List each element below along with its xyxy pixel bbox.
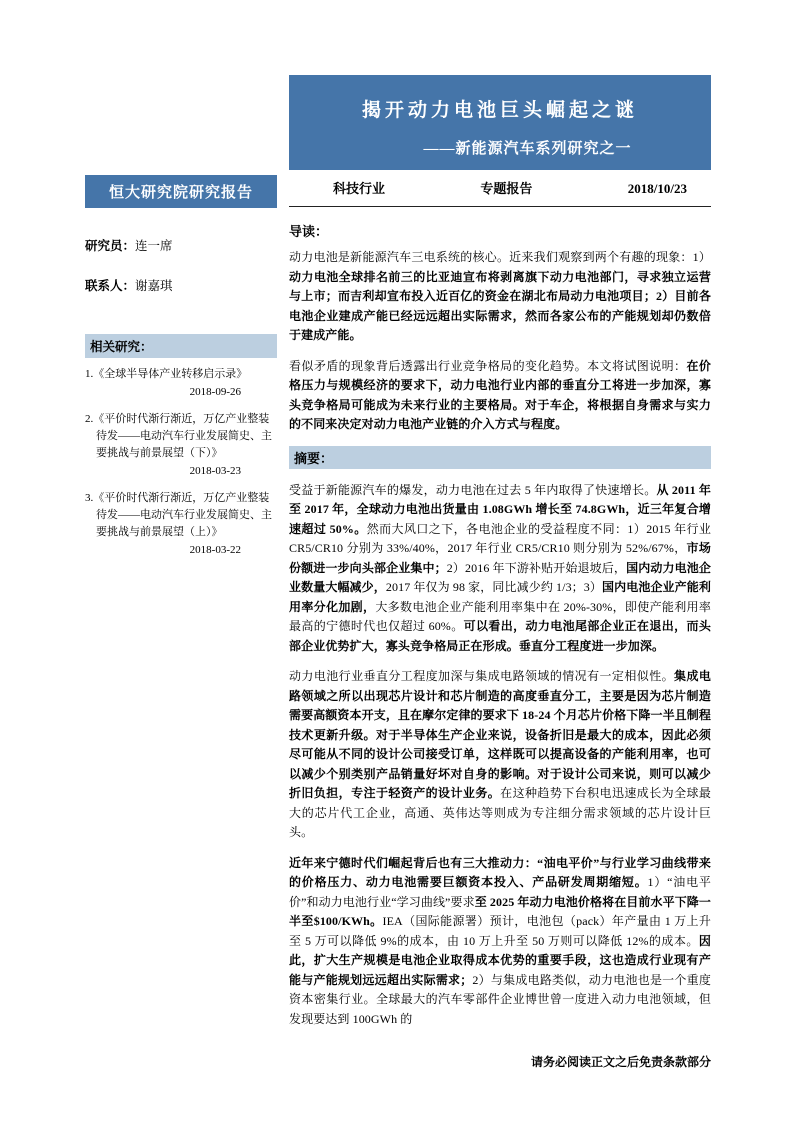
report-type-label: 专题报告 (480, 181, 533, 196)
researcher-label: 研究员： (85, 239, 136, 253)
summary-heading: 摘要： (289, 446, 711, 469)
related-research-item (85, 490, 277, 556)
related-research-heading: 相关研究： (85, 334, 277, 358)
related-research-title: 1.《全球半导体产业转移启示录》 (85, 368, 248, 380)
contact-label: 联系人： (85, 279, 136, 293)
paragraph: 动力电池行业垂直分工程度加深与集成电路领域的情况有一定相似性。集成电路领域之所以出现芯片设计和芯片制造的高度垂直分工，主要是因为芯片制造需要高额资本开支，且在摩尔定律的要求下 18-24 个月芯片价格下降一半且制程技术更新升级。对于半导体生产企业来说，设备折旧是最大的成本，因此必须尽可能从不同的设计公司接受订单，这样既可以提高设备的产能利用率，也可以减少个别类别产品销量好坏对自身的影响。对于设计公司来说，则可以减少折旧负担，专注于轻资产的设计业务。在这种趋势下台积电迅速成长为全球最大的芯片代工企业，高通、英伟达等则成为专注细分需求领域的芯片设计巨头。 (289, 669, 712, 839)
paragraph: 受益于新能源汽车的爆发，动力电池在过去 5 年内取得了快速增长。从 2011 年至 2017 年，全球动力电池出货量由 1.08GWh 增长至 74.8GWh，近三年复合增速超过 50%。然而大风口之下，各电池企业的受益程度不同：1）2015 年行业 CR5/CR10 分别为 33%/40%，2017 年行业 CR5/CR10 则分别为 52%/67%，市场份额进一步向头部企业集中；2）2016 年下游补贴开始退坡后，国内动力电池企业数量大幅减少，2017 年仅为 98 家，同比减少约 1/3；3）国内电池企业产能利用率分化加剧，大多数电池企业产能利用率集中在 20%-30%，即使产能利用率最高的宁德时代也仅超过 60%。可以看出，动力电池尾部企业正在退出，而头部企业优势扩大，寡头竞争格局正在形成。垂直分工程度进一步加深。 (289, 482, 712, 653)
disclaimer-footer: 请务必阅读正文之后免责条款部分 (530, 1055, 711, 1069)
paragraph: 近年来宁德时代们崛起背后也有三大推动力：“油电平价”与行业学习曲线带来的价格压力、动力电池需要巨额资本投入、产品研发周期缩短。1）“油电平价”和动力电池行业“学习曲线”要求至 2025 年动力电池价格将在目前水平下降一半至$100/KWh。IEA（国际能源署）预计，电池包（pack）年产量由 1 万上升至 5 万可以降低 9%的成本，由 10 万上升至 50 万则可以降低 12%的成本。因此，扩大生产规模是电池企业取得成本优势的重要手段，这也造成行业现有产能与产能规划远远超出实际需求；2）与集成电路类似，动力电池也是一个重度资本密集行业。全球最大的汽车零部件企业博世曾一度进入动力电池领域，但发现要达到 100GWh 的 (289, 855, 711, 1026)
report-title-block (289, 75, 711, 170)
intro-heading: 导读： (289, 224, 329, 239)
report-title: 揭开动力电池巨头崛起之谜 (361, 100, 638, 121)
intro-paragraphs (289, 248, 711, 435)
researcher-name: 连一席 (135, 239, 173, 253)
main-column (289, 175, 711, 1040)
related-research-date: 2018-03-23 (189, 465, 241, 478)
institute-banner: 恒大研究院研究报告 (85, 175, 277, 208)
related-research-date: 2018-09-26 (189, 386, 241, 399)
researcher-line (85, 236, 277, 254)
related-research-item (85, 411, 277, 477)
paragraph: 看似矛盾的现象背后透露出行业竞争格局的变化趋势。本文将试图说明：在价格压力与规模经济的要求下，动力电池行业内部的垂直分工将进一步加深，寡头竞争格局可能成为未来行业的主要格局。对于车企，将根据自身需求与实力的不同来决定对动力电池产业链的介入方式与程度。 (289, 358, 712, 431)
related-research-date: 2018-03-22 (189, 544, 241, 557)
industry-label: 科技行业 (333, 181, 386, 196)
paragraph: 动力电池是新能源汽车三电系统的核心。近来我们观察到两个有趣的现象：1）动力电池全球排名前三的比亚迪宣布将剥离旗下动力电池部门，寻求独立运营与上市；而吉利却宣布投入近百亿的资金在湖北布局动力电池项目；2）目前各电池企业建成产能已经远远超出实际需求，然而各家公布的产能规划却仍数倍于建成产能。 (289, 250, 711, 342)
report-meta-row (289, 175, 711, 207)
related-research-title: 2.《平价时代渐行渐近，万亿产业整装待发——电动汽车行业发展简史、主要挑战与前景展望（下）》 (85, 413, 272, 460)
sidebar (85, 175, 277, 569)
report-date: 2018/10/23 (627, 181, 687, 196)
report-subtitle: ——新能源汽车系列研究之一 (423, 141, 632, 157)
related-research-list (85, 366, 277, 556)
contact-name: 谢嘉琪 (135, 279, 173, 293)
related-research-item (85, 366, 277, 398)
summary-paragraphs (289, 481, 711, 1030)
contact-line (85, 276, 277, 294)
related-research-title: 3.《平价时代渐行渐近，万亿产业整装待发——电动汽车行业发展简史、主要挑战与前景展望（上）》 (85, 492, 272, 539)
